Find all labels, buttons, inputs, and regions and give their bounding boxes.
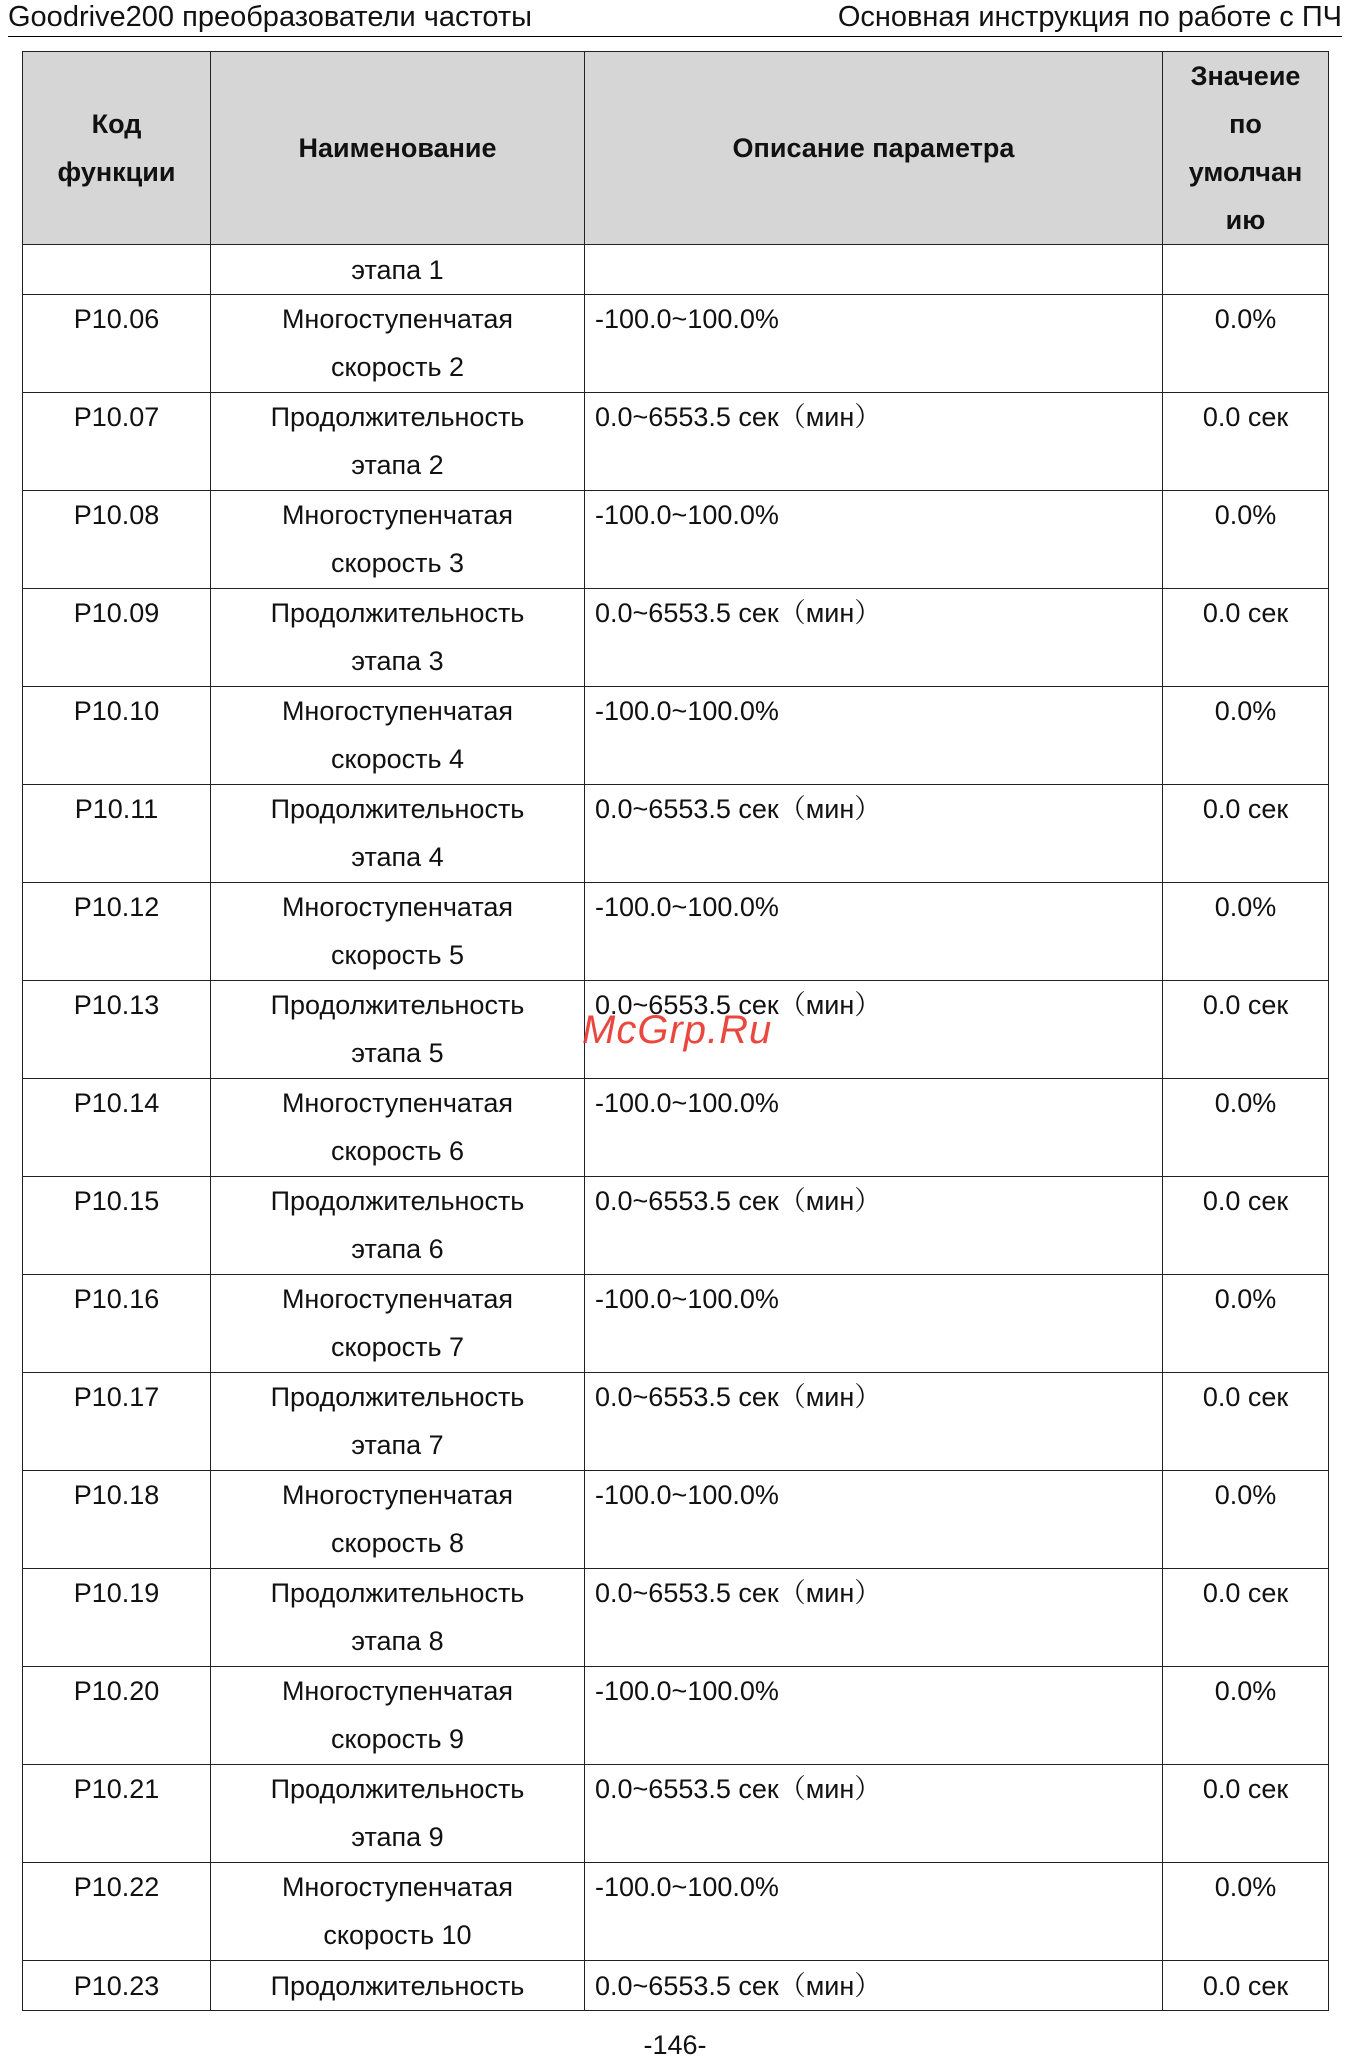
cell-name-line2: скорость 3 (330, 548, 465, 578)
cell-name (211, 1177, 585, 1275)
cell-name (211, 295, 585, 393)
cell-name-line2: скорость 10 (323, 1920, 472, 1950)
cell-code: P10.08 (23, 491, 211, 589)
cell-code: P10.12 (23, 883, 211, 981)
cell-default: 0.0 сек (1163, 1961, 1329, 2011)
cell-name (211, 687, 585, 785)
header-section-title: Основная инструкция по работе с ПЧ (837, 1, 1342, 33)
cell-code: P10.20 (23, 1667, 211, 1765)
cell-name-line2: скорость 6 (330, 1136, 465, 1166)
table-row (23, 1079, 1329, 1177)
table-row (23, 1667, 1329, 1765)
cell-name-line1: Продолжительность (270, 794, 525, 824)
cell-name (211, 1863, 585, 1961)
column-header-description: Описание параметра (585, 52, 1163, 245)
cell-code: P10.18 (23, 1471, 211, 1569)
cell-name-line1: Продолжительность (270, 1186, 525, 1216)
table-row (23, 589, 1329, 687)
cell-default: 0.0% (1163, 883, 1329, 981)
cell-name-line2: этапа 6 (351, 1234, 444, 1264)
column-header-default: Значеие по умолчан ию (1163, 52, 1329, 245)
cell-default: 0.0% (1163, 1667, 1329, 1765)
cell-code (23, 245, 211, 295)
cell-code: P10.11 (23, 785, 211, 883)
cell-default: 0.0 сек (1163, 1765, 1329, 1863)
cell-code: P10.07 (23, 393, 211, 491)
table-row (23, 1961, 1329, 2011)
cell-description: -100.0~100.0% (585, 491, 1163, 589)
cell-code: P10.21 (23, 1765, 211, 1863)
cell-description: -100.0~100.0% (585, 1471, 1163, 1569)
table-row-continuation (23, 245, 1329, 295)
cell-description: 0.0~6553.5 сек（мин） (585, 1961, 1163, 2011)
table-header-row (23, 52, 1329, 245)
cell-name-line1: Многоступенчатая (281, 1676, 514, 1706)
header-product-title: Goodrive200 преобразователи частоты (8, 1, 533, 33)
cell-default: 0.0% (1163, 1863, 1329, 1961)
cell-default: 0.0 сек (1163, 589, 1329, 687)
table-row (23, 491, 1329, 589)
table-row (23, 1765, 1329, 1863)
cell-default: 0.0% (1163, 1079, 1329, 1177)
cell-default: 0.0 сек (1163, 981, 1329, 1079)
cell-default: 0.0% (1163, 491, 1329, 589)
table-row (23, 785, 1329, 883)
cell-name-line1: Продолжительность (270, 990, 525, 1020)
cell-name (211, 1569, 585, 1667)
cell-description: 0.0~6553.5 сек（мин） (585, 981, 1163, 1079)
cell-name (211, 785, 585, 883)
cell-name (211, 491, 585, 589)
cell-description: -100.0~100.0% (585, 295, 1163, 393)
cell-code: P10.16 (23, 1275, 211, 1373)
cell-description: 0.0~6553.5 сек（мин） (585, 785, 1163, 883)
cell-name-line1: Многоступенчатая (281, 696, 514, 726)
column-header-name: Наименование (211, 52, 585, 245)
cell-name-line2: скорость 2 (330, 352, 465, 382)
table-row (23, 1373, 1329, 1471)
table-row (23, 295, 1329, 393)
cell-name: этапа 1 (211, 245, 585, 295)
cell-code: P10.17 (23, 1373, 211, 1471)
cell-name (211, 1471, 585, 1569)
cell-name (211, 589, 585, 687)
table-row (23, 393, 1329, 491)
cell-name-line1: Продолжительность (270, 598, 525, 628)
cell-default: 0.0% (1163, 687, 1329, 785)
cell-code: P10.09 (23, 589, 211, 687)
cell-code: P10.10 (23, 687, 211, 785)
cell-description: 0.0~6553.5 сек（мин） (585, 1373, 1163, 1471)
cell-default: 0.0 сек (1163, 393, 1329, 491)
cell-default: 0.0% (1163, 1471, 1329, 1569)
table-row (23, 1275, 1329, 1373)
table-row (23, 1569, 1329, 1667)
cell-name-line2: этапа 2 (351, 450, 444, 480)
cell-name-line2: этапа 9 (351, 1822, 444, 1852)
cell-default (1163, 245, 1329, 295)
cell-description: -100.0~100.0% (585, 1667, 1163, 1765)
cell-name-line1: Продолжительность (270, 402, 525, 432)
cell-name (211, 981, 585, 1079)
table-row (23, 1471, 1329, 1569)
cell-description: 0.0~6553.5 сек（мин） (585, 393, 1163, 491)
cell-default: 0.0 сек (1163, 1177, 1329, 1275)
cell-default: 0.0 сек (1163, 785, 1329, 883)
cell-name-line1: Многоступенчатая (281, 1088, 514, 1118)
cell-name-line2: скорость 4 (330, 744, 465, 774)
cell-name-line1: Продолжительность (270, 1578, 525, 1608)
cell-name-line1: Многоступенчатая (281, 304, 514, 334)
cell-default: 0.0 сек (1163, 1569, 1329, 1667)
cell-name (211, 1667, 585, 1765)
cell-name-line1: Многоступенчатая (281, 1872, 514, 1902)
cell-description: -100.0~100.0% (585, 1275, 1163, 1373)
cell-name-line1: Многоступенчатая (281, 1480, 514, 1510)
cell-name (211, 1079, 585, 1177)
cell-name (211, 393, 585, 491)
column-header-code: Код функции (23, 52, 211, 245)
cell-code: P10.22 (23, 1863, 211, 1961)
cell-name-line2: этапа 5 (351, 1038, 444, 1068)
cell-name-line2: скорость 7 (330, 1332, 465, 1362)
cell-name-line2: скорость 9 (330, 1724, 465, 1754)
cell-code: P10.19 (23, 1569, 211, 1667)
cell-name: Продолжительность (211, 1961, 585, 2011)
table-body (23, 245, 1329, 2011)
cell-name-line2: этапа 8 (351, 1626, 444, 1656)
cell-description: 0.0~6553.5 сек（мин） (585, 1569, 1163, 1667)
cell-code: P10.15 (23, 1177, 211, 1275)
cell-default: 0.0 сек (1163, 1373, 1329, 1471)
cell-name-line1: Многоступенчатая (281, 1284, 514, 1314)
table-row (23, 687, 1329, 785)
cell-description: 0.0~6553.5 сек（мин） (585, 589, 1163, 687)
cell-description: -100.0~100.0% (585, 687, 1163, 785)
cell-name-line1: Многоступенчатая (281, 892, 514, 922)
page-number: -146- (643, 2030, 707, 2060)
table-row (23, 1863, 1329, 1961)
cell-code: P10.14 (23, 1079, 211, 1177)
cell-code: P10.23 (23, 1961, 211, 2011)
page-header (8, 0, 1342, 37)
cell-name-line2: этапа 3 (351, 646, 444, 676)
cell-name (211, 883, 585, 981)
cell-name (211, 1373, 585, 1471)
cell-code: P10.06 (23, 295, 211, 393)
table-row (23, 883, 1329, 981)
table-row (23, 1177, 1329, 1275)
cell-description: 0.0~6553.5 сек（мин） (585, 1177, 1163, 1275)
cell-description: -100.0~100.0% (585, 1079, 1163, 1177)
cell-name-line2: этапа 4 (351, 842, 444, 872)
cell-name (211, 1765, 585, 1863)
cell-name-line2: скорость 8 (330, 1528, 465, 1558)
watermark-logo: McGrp.Ru (582, 1008, 773, 1052)
cell-name (211, 1275, 585, 1373)
cell-description: 0.0~6553.5 сек（мин） (585, 1765, 1163, 1863)
cell-default: 0.0% (1163, 295, 1329, 393)
cell-code: P10.13 (23, 981, 211, 1079)
cell-name-line1: Продолжительность (270, 1774, 525, 1804)
cell-name-line2: этапа 7 (351, 1430, 444, 1460)
cell-name-line2: скорость 5 (330, 940, 465, 970)
cell-name-line1: Продолжительность (270, 1382, 525, 1412)
cell-name-line1: Многоступенчатая (281, 500, 514, 530)
cell-description: -100.0~100.0% (585, 1863, 1163, 1961)
cell-description (585, 245, 1163, 295)
cell-default: 0.0% (1163, 1275, 1329, 1373)
cell-description: -100.0~100.0% (585, 883, 1163, 981)
